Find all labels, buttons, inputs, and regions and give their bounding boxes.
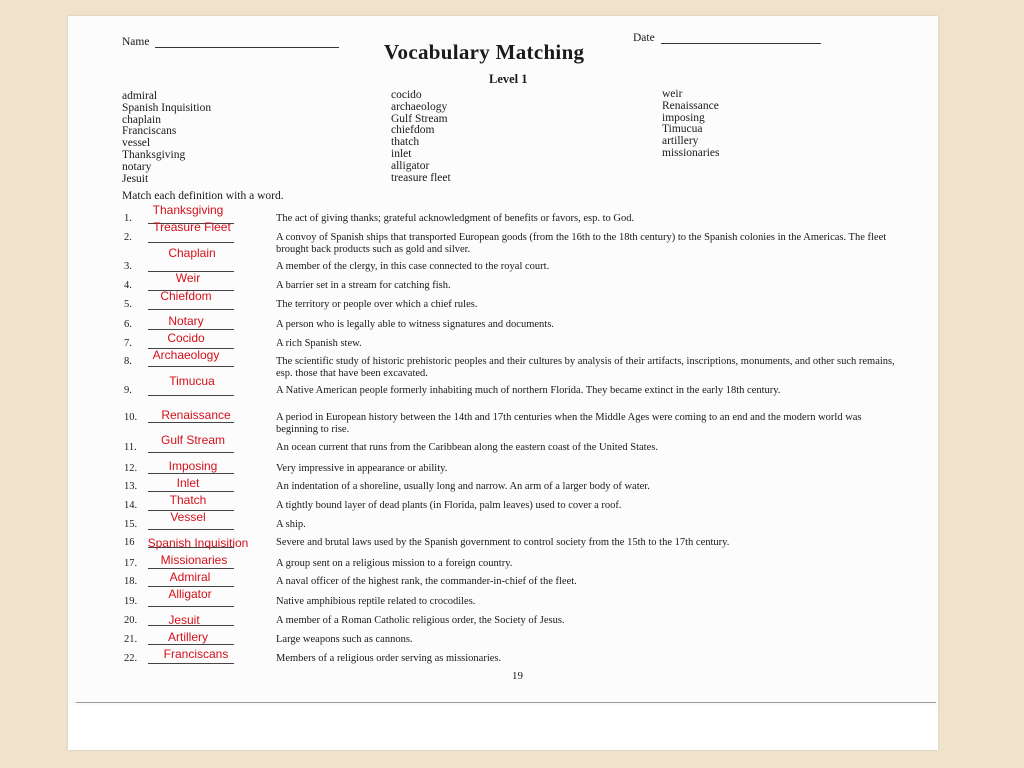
handwritten-answer: Renaissance (161, 408, 231, 422)
answer-blank-line[interactable] (148, 529, 234, 530)
level-subtitle: Level 1 (489, 72, 528, 86)
item-number: 13. (124, 481, 138, 492)
definition-text: A member of a Roman Catholic religious order, the Society of Jesus. (276, 615, 565, 626)
definition-text: Very impressive in appearance or ability. (276, 463, 448, 474)
answer-blank-line[interactable] (148, 606, 234, 607)
word-bank-word: weir (662, 88, 683, 100)
handwritten-answer: Franciscans (163, 647, 229, 661)
definition-text: An ocean current that runs from the Caribbean along the eastern coast of the United States. (276, 442, 658, 453)
item-number: 2. (124, 232, 132, 243)
handwritten-answer: Jesuit (168, 613, 200, 627)
word-bank-word: Renaissance (662, 99, 719, 112)
handwritten-answer: Gulf Stream (160, 433, 226, 447)
word-bank-word: treasure fleet (391, 171, 451, 184)
name-line (155, 46, 339, 48)
definition-text: Members of a religious order serving as missionaries. (276, 653, 502, 664)
definition-text: An indentation of a shoreline, usually long and narrow. An arm of a larger body of water. (276, 481, 650, 492)
answer-blank-line[interactable] (148, 395, 234, 396)
answer-blank-line[interactable] (148, 473, 234, 474)
name-field (122, 36, 339, 48)
word-bank-column-3 (662, 89, 720, 160)
date-line (661, 42, 821, 44)
item-number: 17. (124, 558, 138, 569)
handwritten-answer: Inlet (176, 476, 200, 490)
word-bank-word: Jesuit (122, 172, 149, 185)
item-number: 14. (124, 500, 138, 511)
handwritten-answer: Alligator (168, 587, 212, 601)
answer-blank-line[interactable] (148, 663, 234, 664)
word-bank-word: admiral (122, 90, 158, 102)
handwritten-answer: Treasure Fleet (153, 220, 231, 234)
item-number: 22. (124, 653, 138, 664)
handwritten-answer: Timucua (169, 374, 215, 388)
page-number: 19 (512, 670, 523, 682)
item-number: 9. (124, 385, 132, 396)
answer-blank-line[interactable] (148, 568, 234, 569)
item-number: 12. (124, 463, 138, 474)
word-bank-word: chiefdom (391, 124, 435, 137)
word-bank-word: imposing (662, 111, 705, 124)
definition-text: Large weapons such as cannons. (276, 634, 413, 645)
handwritten-answer: Cocido (167, 331, 205, 345)
item-number: 21. (124, 634, 138, 645)
handwritten-answer: Notary (168, 314, 204, 328)
word-bank-word: Gulf Stream (391, 112, 448, 125)
worksheet-page (68, 16, 938, 706)
word-bank-word: missionaries (662, 146, 720, 159)
handwritten-answer: Spanish Inquisition (147, 536, 249, 550)
item-number: 6. (124, 319, 132, 330)
word-bank-word: alligator (391, 159, 430, 172)
definition-text: A member of the clergy, in this case connected to the royal court. (276, 261, 550, 272)
word-bank-column-2 (391, 90, 451, 184)
definition-text: A barrier set in a stream for catching fish. (276, 280, 451, 291)
definition-text: Severe and brutal laws used by the Spanish government to control society from the 15th to the 17th century. (276, 537, 730, 548)
answer-blank-line[interactable] (148, 491, 234, 492)
definition-text: A naval officer of the highest rank, the commander-in-chief of the fleet. (276, 576, 577, 587)
definition-text: The act of giving thanks; grateful acknowledgment of benefits or favors, esp. to God. (276, 213, 635, 224)
handwritten-answer: Thanksgiving (152, 203, 224, 217)
word-bank-word: Spanish Inquisition (122, 101, 212, 114)
definition-text: The scientific study of historic prehistoric peoples and their cultures by analysis of their artifacts, inscriptions, monuments, and other such remains, esp. those that have been excavated. (276, 356, 895, 379)
word-bank-column-1 (122, 91, 211, 185)
item-number: 5. (124, 299, 132, 310)
definition-text: A period in European history between the 14th and 17th centuries when the Middle Ages were coming to an end and the modern world was beginning to rise. (276, 412, 862, 435)
word-bank-word: chaplain (122, 113, 161, 126)
handwritten-answer: Weir (175, 271, 201, 285)
handwritten-answer: Imposing (168, 459, 218, 473)
answer-blank-line[interactable] (148, 452, 234, 453)
item-number: 1. (124, 213, 132, 224)
word-bank-word: Thanksgiving (122, 148, 186, 161)
word-bank-word: Franciscans (122, 125, 177, 138)
handwritten-answer: Archaeology (152, 348, 220, 362)
item-number: 10. (124, 412, 138, 423)
word-bank-word: archaeology (391, 100, 448, 113)
item-number: 15. (124, 519, 138, 530)
definition-text: The territory or people over which a chief rules. (276, 299, 478, 310)
item-number: 19. (124, 596, 138, 607)
answer-blank-line[interactable] (148, 366, 234, 367)
handwritten-answer: Chiefdom (160, 289, 212, 303)
definition-text: A Native American people formerly inhabiting much of northern Florida. They became extinct in the early 18th century. (276, 385, 781, 396)
definition-text: A ship. (276, 519, 306, 530)
item-number: 3. (124, 261, 132, 272)
item-number: 11. (124, 442, 137, 453)
handwritten-answer: Vessel (170, 510, 206, 524)
word-bank-word: inlet (391, 147, 412, 160)
handwritten-answer: Missionaries (160, 553, 228, 567)
definition-text: A rich Spanish stew. (276, 338, 362, 349)
slide (68, 16, 938, 750)
definition-text: Native amphibious reptile related to crocodiles. (276, 596, 476, 607)
item-number: 20. (124, 615, 138, 626)
word-bank-word: cocido (391, 89, 422, 101)
handwritten-answer: Chaplain (168, 246, 216, 260)
page-edge-line (76, 702, 936, 703)
answer-blank-line[interactable] (148, 422, 234, 423)
item-number: 4. (124, 280, 132, 291)
word-bank-word: vessel (122, 137, 151, 150)
word-bank-word: thatch (391, 136, 420, 149)
date-label: Date (633, 32, 655, 44)
answer-blank-line[interactable] (148, 329, 234, 330)
definition-text: A tightly bound layer of dead plants (in Florida, palm leaves) used to cover a roof. (276, 500, 622, 511)
date-field (633, 32, 821, 44)
item-number: 18. (124, 576, 138, 587)
word-bank-word: Timucua (662, 123, 703, 136)
answer-blank-line[interactable] (148, 309, 234, 310)
handwritten-answer: Artillery (167, 630, 208, 644)
definition-text: A convoy of Spanish ships that transported European goods (from the 16th to the 18th century) to the Spanish colonies in the Americas. The fleet brought back products such as gold and silver. (276, 232, 887, 255)
item-number: 7. (124, 338, 132, 349)
handwritten-answer: Thatch (169, 493, 207, 507)
handwritten-answer: Admiral (169, 570, 211, 584)
word-bank-word: artillery (662, 135, 699, 148)
answer-blank-line[interactable] (148, 644, 234, 645)
word-bank-word: notary (122, 160, 152, 173)
instructions: Match each definition with a word. (122, 190, 284, 202)
definition-text: A person who is legally able to witness signatures and documents. (276, 319, 554, 330)
definition-text: A group sent on a religious mission to a foreign country. (276, 558, 513, 569)
page-title: Vocabulary Matching (384, 40, 585, 64)
answer-blank-line[interactable] (148, 242, 234, 243)
item-number: 16 (124, 537, 135, 548)
name-label: Name (122, 36, 150, 48)
item-number: 8. (124, 356, 132, 367)
